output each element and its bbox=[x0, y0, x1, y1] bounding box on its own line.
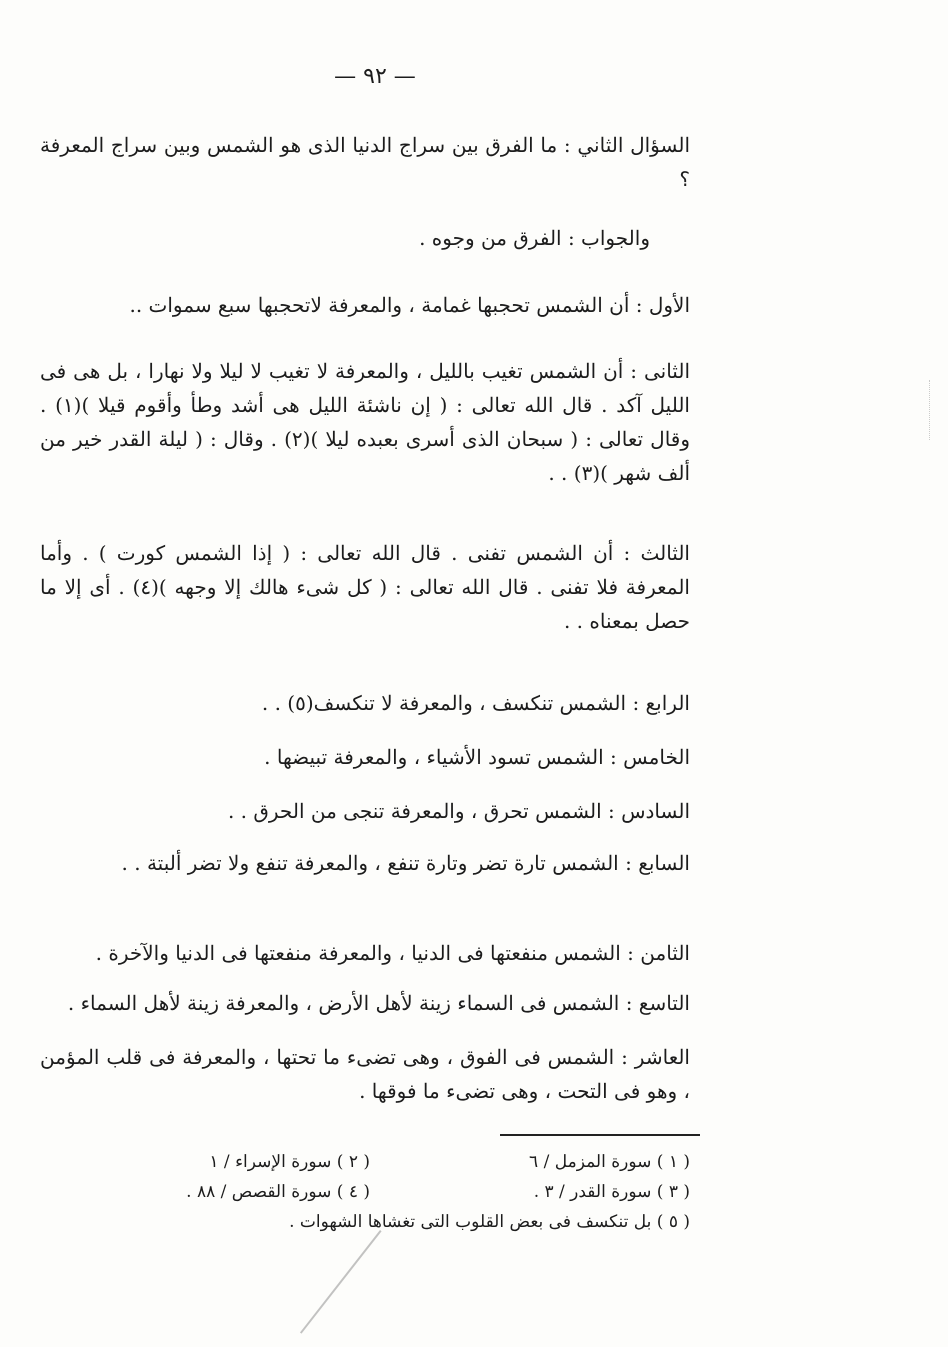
second-point-paragraph: الثانى : أن الشمس تغيب بالليل ، والمعرفة لا تغيب لا ليلا ولا نهارا ، بل هى فى الليل آكد . قال الله تعالى : ( إن ناشئة الليل هى أشد وطأ وأقوم قيلا )(١) . وقال تعالى : ( سبحان الذى أسرى بعبده ليلا )(٢) . وقال : ( ليلة القدر خير من ألف شهر )(٣) . . bbox=[40, 359, 690, 485]
footnote-2: ( ٢ ) سورة الإسراء / ١ bbox=[209, 1152, 370, 1172]
scan-scratch-mark bbox=[300, 1230, 382, 1334]
sixth-point-paragraph: السادس : الشمس تحرق ، والمعرفة تنجى من الحرق . . bbox=[227, 799, 690, 823]
fifth-point-paragraph: الخامس : الشمس تسود الأشياء ، والمعرفة تبيضها . bbox=[264, 745, 690, 769]
question-two-paragraph: السؤال الثاني : ما الفرق بين سراج الدنيا الذى هو الشمس وبين سراج المعرفة ؟ bbox=[40, 133, 690, 191]
tenth-point-paragraph: العاشر : الشمس فى الفوق ، وهى تضىء ما تحتها ، والمعرفة فى قلب المؤمن ، وهو فى التحت ، وهى تضىء ما فوقها . bbox=[40, 1045, 690, 1103]
third-point-paragraph: الثالث : أن الشمس تفنى . قال الله تعالى : ( إذا الشمس كورت ) . وأما المعرفة فلا تفنى . قال الله تعالى : ( كل شىء هالك إلا وجهه )(٤) . أى إلا ما حصل بمعناه . . bbox=[40, 541, 690, 633]
footnote-divider bbox=[500, 1134, 700, 1136]
eighth-point-paragraph: الثامن : الشمس منفعتها فى الدنيا ، والمعرفة منفعتها فى الدنيا والآخرة . bbox=[95, 941, 690, 965]
footnote-1: ( ١ ) سورة المزمل / ٦ bbox=[529, 1152, 690, 1172]
first-point-paragraph: الأول : أن الشمس تحجبها غمامة ، والمعرفة لاتحجبها سبع سموات .. bbox=[129, 293, 690, 317]
page-number: — ٩٢ — bbox=[334, 64, 416, 89]
footnote-5: ( ٥ ) بل تنكسف فى بعض القلوب التى تغشاها الشهوات . bbox=[289, 1212, 690, 1232]
ninth-point-paragraph: التاسع : الشمس فى السماء زينة لأهل الأرض ، والمعرفة زينة لأهل السماء . bbox=[67, 991, 690, 1015]
seventh-point-paragraph: السابع : الشمس تارة تضر وتارة تنفع ، والمعرفة تنفع ولا تضر ألبتة . . bbox=[121, 851, 690, 875]
scan-edge-noise bbox=[929, 380, 944, 440]
footnote-3: ( ٣ ) سورة القدر / ٣ . bbox=[533, 1182, 690, 1202]
answer-line: والجواب : الفرق من وجوه . bbox=[419, 226, 650, 250]
footnote-4: ( ٤ ) سورة القصص / ٨٨ . bbox=[186, 1182, 370, 1202]
fourth-point-paragraph: الرابع : الشمس تنكسف ، والمعرفة لا تنكسف(٥) . . bbox=[261, 691, 690, 715]
